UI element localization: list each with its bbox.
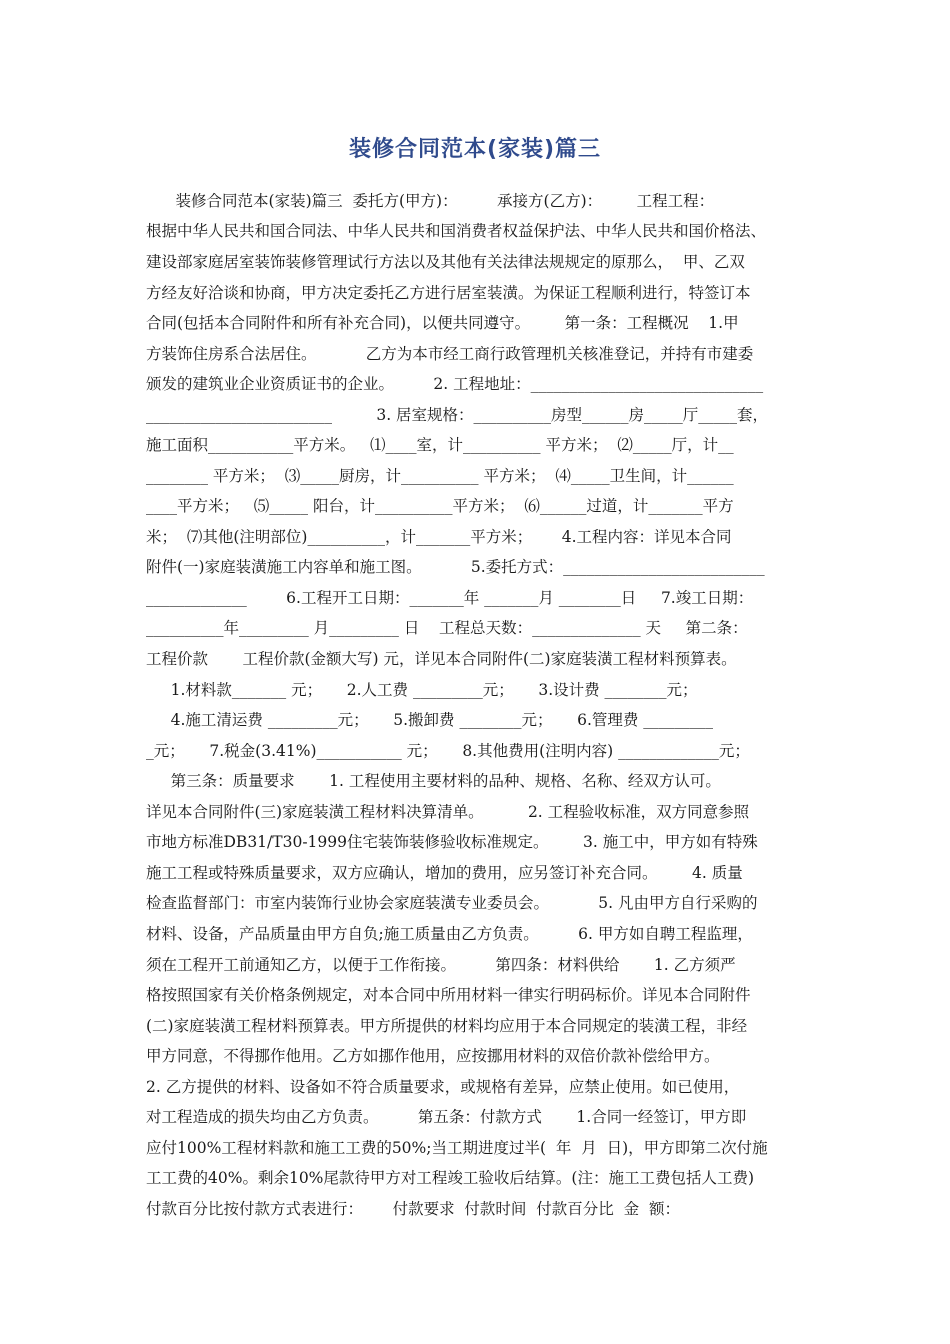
paragraph-line: 付款百分比按付款方式表进行： 付款要求 付款时间 付款百分比 金 额：	[146, 1200, 680, 1218]
paragraph-line: 1.材料款_______ 元； 2.人工费 _________元； 3.设计费 ________元；	[146, 681, 698, 699]
paragraph-line: _____________ 6.工程开工日期：_______年 _______月 ________日 7.竣工日期：	[146, 589, 754, 607]
paragraph-line: 2. 乙方提供的材料、设备如不符合质量要求，或规格有差异，应禁止使用。如已使用，	[146, 1078, 740, 1096]
paragraph-line: 工程价款 工程价款(金额大写) 元，详见本合同附件(二)家庭装潢工程材料预算表。	[146, 650, 737, 668]
paragraph-line: 方装饰住房系合法居住。 乙方为本市经工商行政管理机关核准登记，并持有市建委	[146, 345, 754, 363]
paragraph-line: 米； ⑺其他(注明部位)__________，计_______平方米； 4.工程内容：详见本合同	[146, 528, 732, 546]
paragraph-line: 方经友好洽谈和协商，甲方决定委托乙方进行居室装潢。为保证工程顺利进行，特签订本	[146, 284, 751, 302]
paragraph-line: ________ 平方米； ⑶_____厨房，计__________ 平方米； ⑷_____卫生间，计______	[146, 467, 734, 485]
paragraph-line: 4.施工清运费 _________元； 5.搬卸费 ________元； 6.管理费 _________	[146, 711, 714, 729]
paragraph-line: _元； 7.税金(3.41%)___________ 元； 8.其他费用(注明内容) _____________元；	[146, 742, 750, 760]
paragraph-line: 甲方同意，不得挪作他用。乙方如挪作他用，应按挪用材料的双倍价款补偿给甲方。	[146, 1047, 720, 1065]
paragraph-line: 须在工程开工前通知乙方，以便于工作衔接。 第四条：材料供给 1. 乙方须严	[146, 956, 736, 974]
paragraph-line: 格按照国家有关价格条例规定，对本合同中所用材料一律实行明码标价。详见本合同附件	[146, 986, 751, 1004]
paragraph-line: (二)家庭装潢工程材料预算表。甲方所提供的材料均应用于本合同规定的装潢工程，非经	[146, 1017, 748, 1035]
paragraph-line: ____平方米； ⑸_____ 阳台，计__________平方米； ⑹______过道，计_______平方	[146, 497, 734, 515]
paragraph-line: ________________________ 3. 居室规格：__________房型______房_____厅_____套，	[146, 406, 769, 424]
paragraph-line: 装修合同范本(家装)篇三 委托方(甲方)： 承接方(乙方)： 工程工程：	[146, 192, 715, 210]
paragraph-line: 合同(包括本合同附件和所有补充合同)，以便共同遵守。 第一条：工程概况 1.甲	[146, 314, 739, 332]
paragraph-line: __________年_________ 月_________ 日 工程总天数：______________ 天 第二条：	[146, 619, 748, 637]
paragraph-line: 材料、设备，产品质量由甲方自负;施工质量由乙方负责。 6. 甲方如自聘工程监理，	[146, 925, 753, 943]
paragraph-line: 对工程造成的损失均由乙方负责。 第五条：付款方式 1.合同一经签订，甲方即	[146, 1108, 747, 1126]
paragraph-line: 附件(一)家庭装潢施工内容单和施工图。 5.委托方式：__________________________	[146, 558, 765, 576]
paragraph-line: 应付100%工程材料款和施工工费的50%;当工期进度过半( 年 月 日)，甲方即第二次付施	[146, 1139, 768, 1157]
paragraph-line: 施工面积___________平方米。 ⑴____室，计__________ 平方米； ⑵_____厅，计__	[146, 436, 734, 454]
paragraph-line: 详见本合同附件(三)家庭装潢工程材料决算清单。 2. 工程验收标准，双方同意参照	[146, 803, 750, 821]
document-title: 装修合同范本(家装)篇三	[348, 137, 602, 162]
paragraph-line: 检查监督部门：市室内装饰行业协会家庭装潢专业委员会。 5. 凡由甲方自行采购的	[146, 894, 758, 912]
paragraph-line: 根据中华人民共和国合同法、中华人民共和国消费者权益保护法、中华人民共和国价格法、	[146, 222, 767, 240]
paragraph-line: 建设部家庭居室装饰装修管理试行方法以及其他有关法律法规规定的原那么， 甲、乙双	[146, 253, 745, 271]
paragraph-line: 第三条：质量要求 1. 工程使用主要材料的品种、规格、名称、经双方认可。	[146, 772, 721, 790]
paragraph-line: 市地方标准DB31/T30-1999住宅装饰装修验收标准规定。 3. 施工中，甲方如有特殊	[146, 833, 758, 851]
paragraph-line: 施工工程或特殊质量要求，双方应确认，增加的费用，应另签订补充合同。 4. 质量	[146, 864, 743, 882]
paragraph-line: 工工费的40%。剩余10%尾款待甲方对工程竣工验收后结算。(注：施工工费包括人工费)	[146, 1169, 754, 1187]
paragraph-line: 颁发的建筑业企业资质证书的企业。 2. 工程地址：______________________________	[146, 375, 764, 393]
